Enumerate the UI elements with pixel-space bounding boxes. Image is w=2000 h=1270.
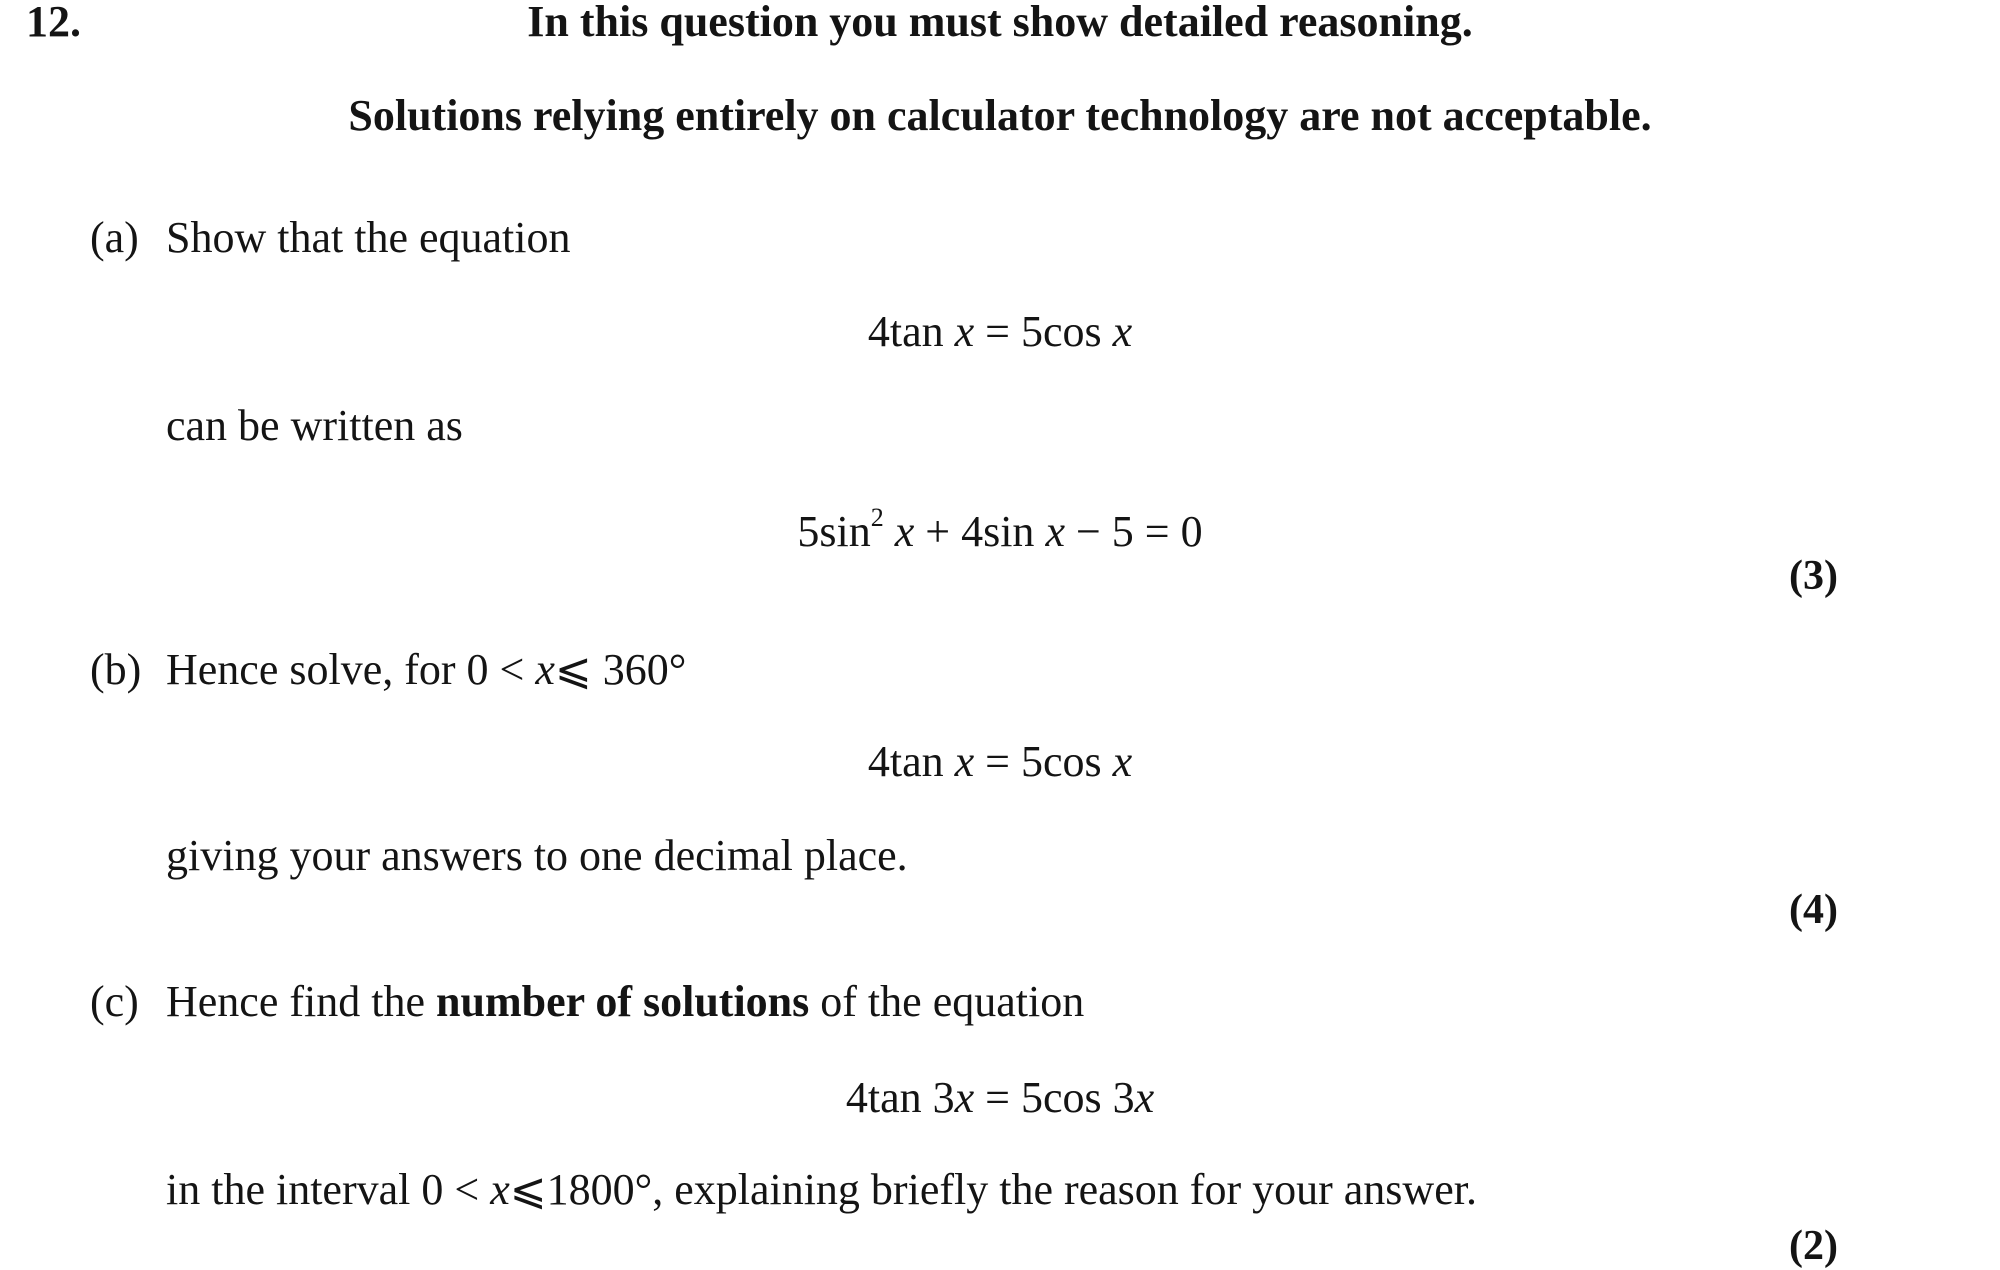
part-a-equation-1: 4tan x = 5cos x bbox=[867, 307, 1133, 356]
part-c-equation: 4tan 3x = 5cos 3x bbox=[845, 1073, 1155, 1122]
question-number: 12. bbox=[26, 0, 81, 46]
part-a-marks: (3) bbox=[1789, 553, 1838, 599]
part-b-marks: (4) bbox=[1789, 887, 1838, 933]
part-a-equation-2: $5\sin^2$ x + 4sin x − 5 = 0 bbox=[797, 503, 1203, 556]
part-c-prompt: Hence find the number of solutions of the equation bbox=[166, 977, 1085, 1026]
part-c-label: (c) bbox=[90, 977, 139, 1026]
part-a-prompt: Show that the equation bbox=[166, 213, 571, 262]
part-b-label: (b) bbox=[90, 645, 142, 694]
part-c-interval: in the interval 0 < x⩽1800°, explaining briefly the reason for your answer. bbox=[166, 1165, 1477, 1214]
part-b-follow-up: giving your answers to one decimal place. bbox=[166, 831, 908, 880]
part-a-connector: can be written as bbox=[166, 401, 463, 450]
part-b-prompt: Hence solve, for 0 < x⩽ 360° bbox=[166, 645, 687, 694]
instruction-detailed-reasoning: In this question you must show detailed reasoning. bbox=[527, 0, 1473, 46]
instruction-no-calculator: Solutions relying entirely on calculator technology are not acceptable. bbox=[348, 91, 1652, 140]
part-c-marks: (2) bbox=[1789, 1223, 1838, 1269]
part-b-equation: 4tan x = 5cos x bbox=[867, 737, 1133, 786]
part-a-label: (a) bbox=[90, 213, 139, 262]
